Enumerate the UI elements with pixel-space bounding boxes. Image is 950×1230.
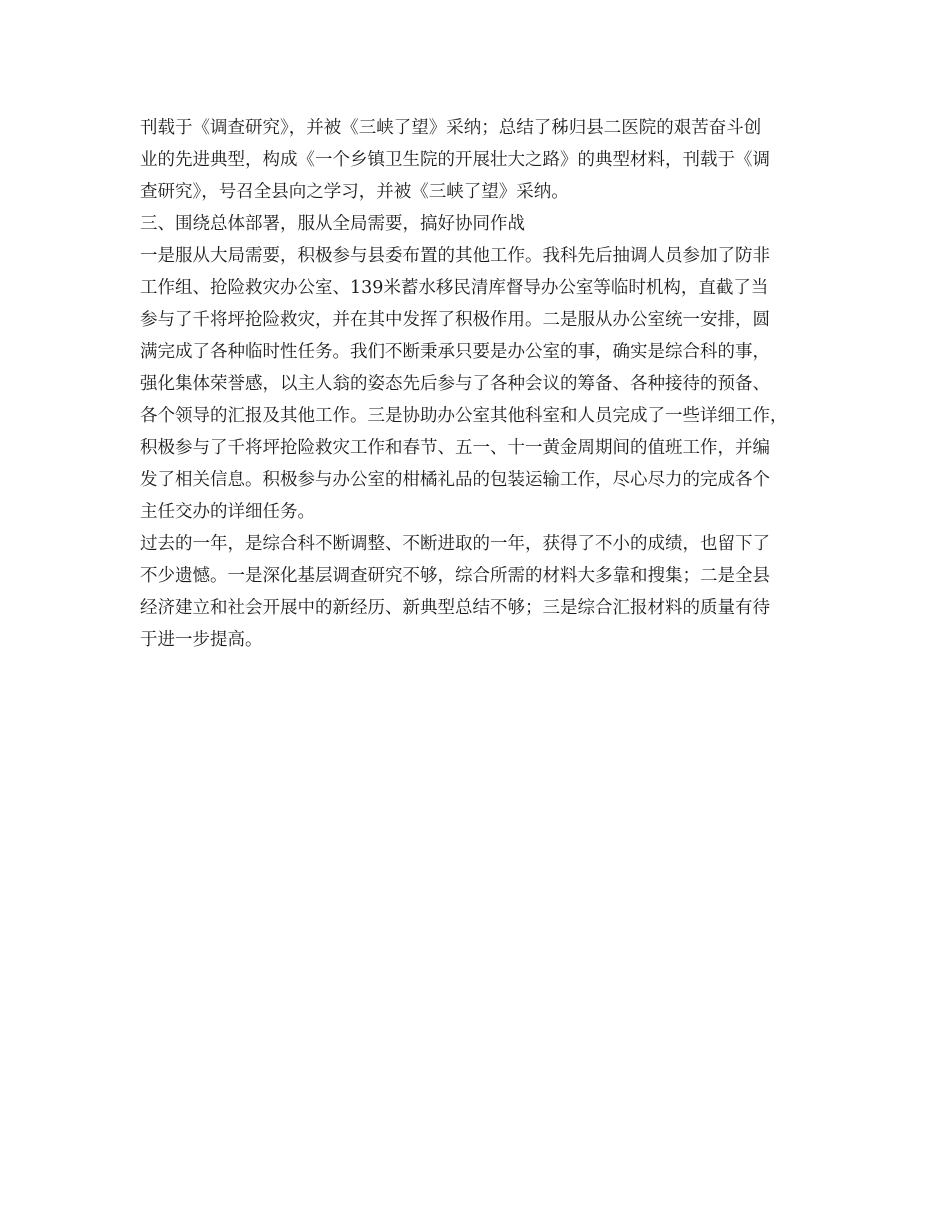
text-line: 不少遗憾。一是深化基层调查研究不够，综合所需的材料大多靠和搜集；二是全县 xyxy=(140,566,770,586)
text-line: 查研究》，号召全县向之学习，并被《三峡了望》采纳。 xyxy=(140,182,569,202)
section-heading: 三、围绕总体部署，服从全局需要，搞好协同作战 xyxy=(140,214,525,234)
text-line: 满完成了各种临时性任务。我们不断秉承只要是办公室的事，确实是综合科的事， xyxy=(140,342,770,362)
text-line: 积极参与了千将坪抢险救灾工作和春节、五一、十一黄金周期间的值班工作，并编 xyxy=(140,438,770,458)
text-line: 强化集体荣誉感，以主人翁的姿态先后参与了各种会议的筹备、各种接待的预备、 xyxy=(140,374,770,394)
text-line: 业的先进典型，构成《一个乡镇卫生院的开展壮大之路》的典型材料，刊载于《调 xyxy=(140,150,770,170)
document-body xyxy=(140,112,830,656)
text-line: 参与了千将坪抢险救灾，并在其中发挥了积极作用。二是服从办公室统一安排，圆 xyxy=(140,310,770,330)
text-line: 一是服从大局需要，积极参与县委布置的其他工作。我科先后抽调人员参加了防非 xyxy=(140,246,770,266)
text-line: 工作组、抢险救灾办公室、139米蓄水移民清库督导办公室等临时机构，直截了当 xyxy=(140,278,769,298)
text-line: 过去的一年，是综合科不断调整、不断进取的一年，获得了不小的成绩，也留下了 xyxy=(140,534,770,554)
text-line: 经济建立和社会开展中的新经历、新典型总结不够；三是综合汇报材料的质量有待 xyxy=(140,598,770,618)
text-line: 于进一步提高。 xyxy=(140,630,263,650)
text-line: 发了相关信息。积极参与办公室的柑橘礼品的包装运输工作，尽心尽力的完成各个 xyxy=(140,470,770,490)
text-line: 各个领导的汇报及其他工作。三是协助办公室其他科室和人员完成了一些详细工作， xyxy=(140,406,788,426)
text-line: 主任交办的详细任务。 xyxy=(140,502,315,522)
text-line: 刊载于《调查研究》，并被《三峡了望》采纳；总结了秭归县二医院的艰苦奋斗创 xyxy=(140,118,762,138)
